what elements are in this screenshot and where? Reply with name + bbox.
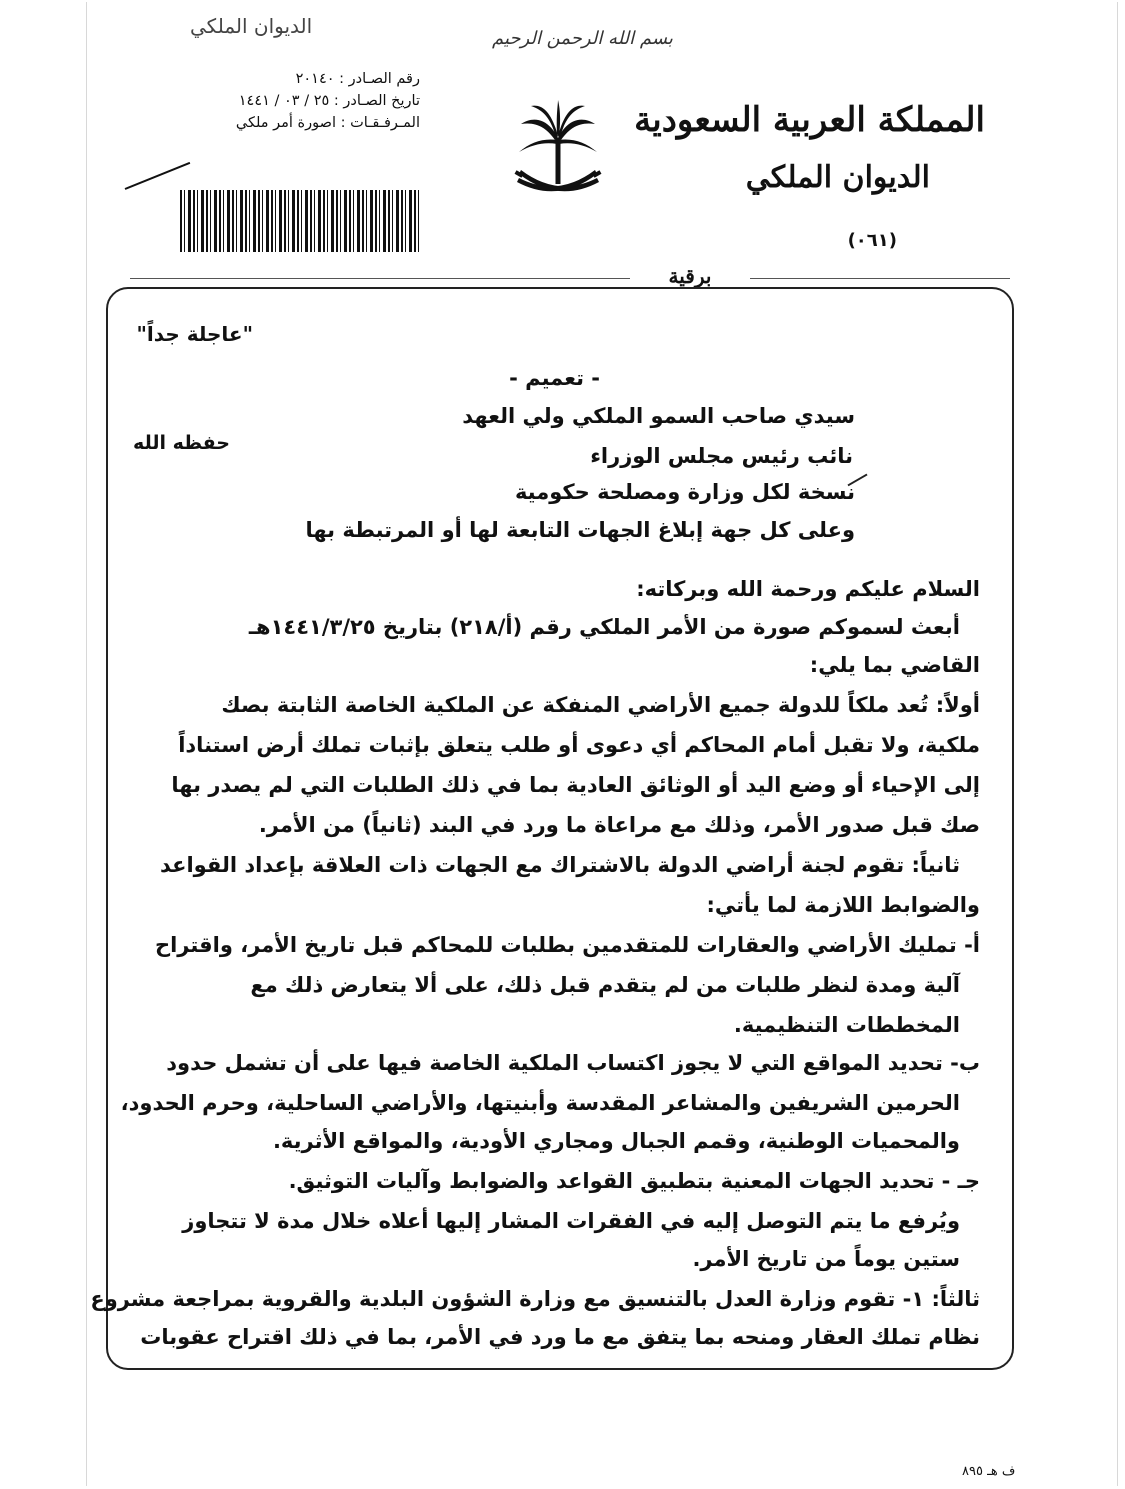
body-line: القاضي بما يلي: — [809, 653, 980, 677]
addressee-line: سيدي صاحب السمو الملكي ولي العهد — [462, 404, 855, 428]
kingdom-name: المملكة العربية السعودية — [634, 100, 985, 140]
body-line: إلى الإحياء أو وضع اليد أو الوثائق العادية بما في ذلك الطلبات التي لم يصدر بها — [171, 773, 980, 797]
document-meta — [190, 68, 420, 134]
body-line: ويُرفع ما يتم التوصل إليه في الفقرات المشار إليها أعلاه خلال مدة لا تتجاوز — [182, 1209, 960, 1233]
body-line: والضوابط اللازمة لما يأتي: — [706, 893, 980, 917]
telegram-title: برقية — [668, 264, 712, 288]
body-line: ثالثاً: ١- تقوم وزارة العدل بالتنسيق مع وزارة الشؤون البلدية والقروية بمراجعة مشروع — [90, 1287, 980, 1311]
body-line: أ- تمليك الأراضي والعقارات للمتقدمين بطلبات للمحاكم قبل تاريخ الأمر، واقتراح — [154, 933, 980, 957]
barcode — [180, 190, 420, 252]
outgoing-number: رقم الصـادر : ٢٠١٤٠ — [295, 71, 420, 87]
body-line: السلام عليكم ورحمة الله وبركاته: — [636, 577, 980, 601]
royal-court-corner-label: الديوان الملكي — [190, 14, 313, 38]
body-line: أولاً: تُعد ملكاً للدولة جميع الأراضي المنفكة عن الملكية الخاصة الثابتة بصك — [221, 693, 980, 717]
honorific: حفظه الله — [133, 432, 230, 454]
body-line: جـ - تحديد الجهات المعنية بتطبيق القواعد والضوابط وآليات التوثيق. — [288, 1169, 980, 1193]
body-line: ملكية، ولا تقبل أمام المحاكم أي دعوى أو طلب يتعلق بإثبات تملك أرض استناداً — [178, 733, 980, 757]
divider-left — [130, 278, 450, 279]
attachments: المـرفـقـات : اصورة أمر ملكي — [235, 115, 420, 131]
outgoing-date: تاريخ الصـادر : ٢٥ / ٠٣ / ١٤٤١ — [238, 93, 420, 109]
circular-title: - تعميم - — [509, 366, 600, 390]
reference-number: (٠٦١) — [847, 230, 897, 251]
urgency-label: "عاجلة جداً" — [136, 322, 253, 346]
basmala: بسم الله الرحمن الرحيم — [492, 28, 673, 49]
divider-left-inner — [430, 278, 630, 279]
body-line: نظام تملك العقار ومنحه بما يتفق مع ما ورد في الأمر، بما في ذلك اقتراح عقوبات — [140, 1325, 980, 1349]
palm-swords-emblem-icon — [513, 98, 603, 206]
divider-right — [750, 278, 1010, 279]
royal-court-name: الديوان الملكي — [745, 160, 930, 195]
addressee-line: وعلى كل جهة إبلاغ الجهات التابعة لها أو المرتبطة بها — [305, 518, 855, 542]
body-line: ب- تحديد المواقع التي لا يجوز اكتساب الملكية الخاصة فيها على أن تشمل حدود — [166, 1051, 980, 1075]
addressee-line: نسخة لكل وزارة ومصلحة حكومية — [514, 480, 855, 504]
form-code: ف هـ ٨٩٥ — [962, 1464, 1016, 1479]
body-line: ستين يوماً من تاريخ الأمر. — [692, 1247, 960, 1271]
body-line: ثانياً: تقوم لجنة أراضي الدولة بالاشتراك مع الجهات ذات العلاقة بإعداد القواعد — [160, 853, 960, 877]
body-line: المخططات التنظيمية. — [733, 1013, 960, 1037]
body-line: أبعث لسموكم صورة من الأمر الملكي رقم (أ/٢١٨) بتاريخ ١٤٤١/٣/٢٥هـ — [248, 615, 960, 639]
body-line: والمحميات الوطنية، وقمم الجبال ومجاري الأودية، والمواقع الأثرية. — [272, 1129, 960, 1153]
body-line: آلية ومدة لنظر طلبات من لم يتقدم قبل ذلك، على ألا يتعارض ذلك مع — [250, 973, 960, 997]
addressee-line: نائب رئيس مجلس الوزراء — [590, 444, 853, 468]
body-line: صك قبل صدور الأمر، وذلك مع مراعاة ما ورد في البند (ثانياً) من الأمر. — [258, 813, 980, 837]
body-line: الحرمين الشريفين والمشاعر المقدسة وأبنيتها، والأراضي الساحلية، وحرم الحدود، — [120, 1091, 960, 1115]
